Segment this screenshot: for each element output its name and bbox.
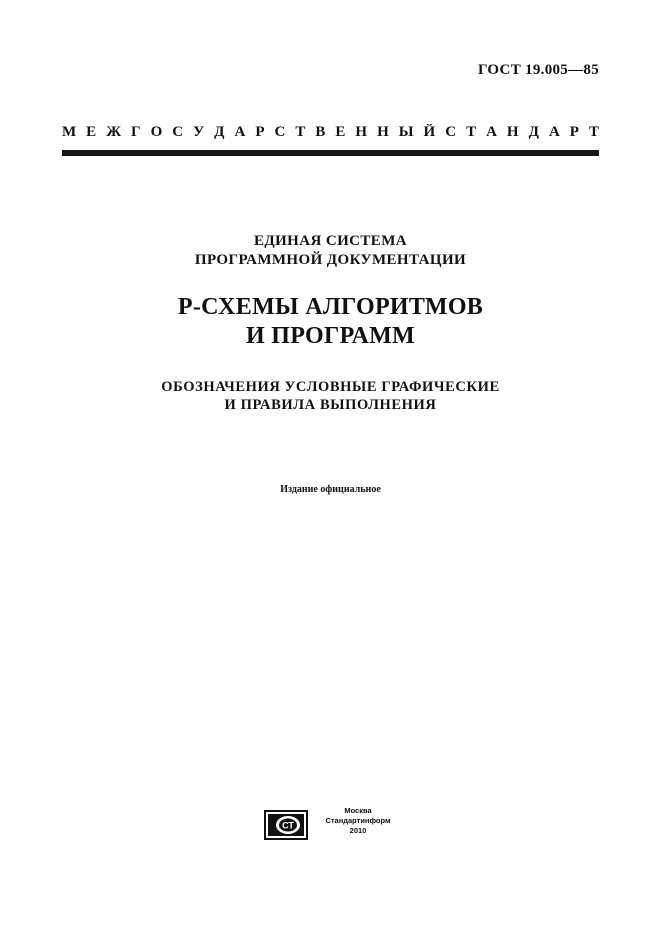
standard-type-word-2: С Т А Н Д А Р Т [445, 124, 599, 140]
publisher-name: Стандартинформ [325, 816, 391, 825]
header-rule [62, 150, 599, 156]
standards-publisher-logo-icon [264, 810, 308, 840]
publisher-city: Москва [344, 806, 372, 815]
title-line-1: Р-СХЕМЫ АЛГОРИТМОВ [177, 294, 484, 320]
series-line-2: ПРОГРАММНОЙ ДОКУМЕНТАЦИИ [194, 252, 467, 268]
document-title [0, 293, 661, 351]
publisher-info [310, 806, 406, 836]
subtitle-line-2: И ПРАВИЛА ВЫПОЛНЕНИЯ [224, 397, 437, 413]
publisher-year: 2010 [349, 826, 367, 835]
document-subtitle [0, 378, 661, 414]
standard-type-word-1: М Е Ж Г О С У Д А Р С Т В Е Н Н Ы Й [62, 124, 436, 140]
standard-type-heading [62, 124, 599, 141]
logo-text: СТ [282, 820, 294, 831]
document-number: ГОСТ 19.005—85 [477, 62, 599, 78]
series-name [0, 232, 661, 270]
subtitle-line-1: ОБОЗНАЧЕНИЯ УСЛОВНЫЕ ГРАФИЧЕСКИЕ [161, 379, 500, 395]
series-line-1: ЕДИНАЯ СИСТЕМА [253, 233, 407, 249]
publisher-block [264, 806, 404, 846]
title-line-2: И ПРОГРАММ [245, 323, 416, 349]
edition-note: Издание официальное [280, 484, 381, 495]
